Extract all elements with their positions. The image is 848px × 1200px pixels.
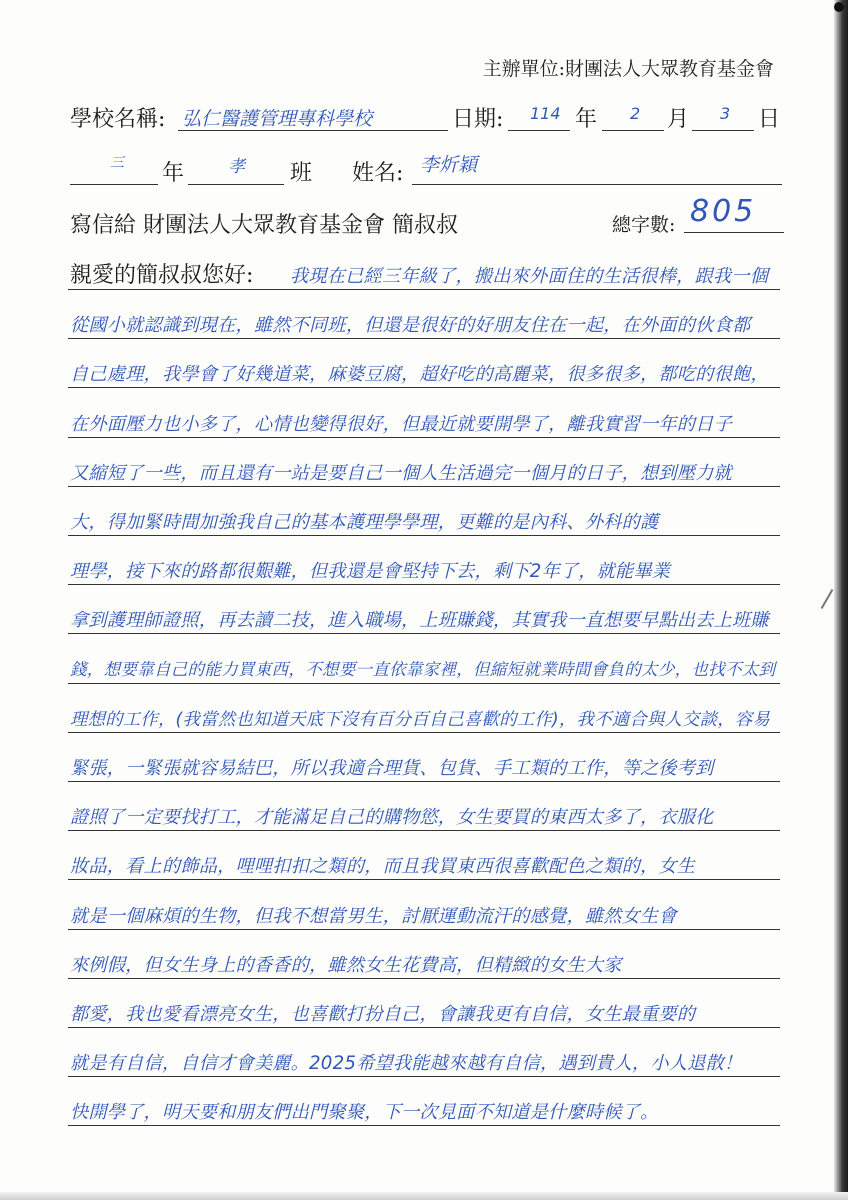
ruled-line [68, 1076, 780, 1077]
letter-line: 理學，接下來的路都很艱難，但我還是會堅持下去，剩下2年了，就能畢業 [70, 561, 671, 583]
letter-line: 來例假，但女生身上的香香的，雖然女生花費高，但精緻的女生大家 [70, 954, 622, 976]
letter-line: 妝品，看上的飾品，哩哩扣扣之類的，而且我買東西很喜歡配色之類的，女生 [70, 856, 696, 878]
page-bottom-edge [0, 1192, 848, 1200]
letter-line: 自己處理，我學會了好幾道菜，麻婆豆腐，超好吃的高麗菜，很多很多，都吃的很飽， [70, 364, 769, 386]
letter-line: 證照了一定要找打工，才能滿足自己的購物慾，女生要買的東西太多了，衣服化 [70, 807, 714, 829]
letter-line: 大，得加緊時間加強我自己的基本護理學學理，更難的是內科、外科的護 [70, 512, 659, 533]
name-value: 李炘穎 [420, 154, 478, 176]
letter-line: 就是有自信，自信才會美麗。2025希望我能越來越有自信，遇到貴人，小人退散！ [70, 1053, 743, 1075]
day-value: 3 [720, 104, 731, 123]
letter-line: 都愛，我也愛看漂亮女生，也喜歡打扮自己，會讓我更有自信，女生最重要的 [70, 1004, 696, 1025]
word-count-label: 總字數: [612, 214, 676, 236]
organizer-heading: 主辦單位:財團法人大眾教育基金會 [482, 58, 774, 80]
letter-line: 拿到護理師證照，再去讀二技，進入職場，上班賺錢，其實我一直想要早點出去上班賺 [70, 610, 769, 632]
letter-line: 就是一個麻煩的生物，但我不想當男生，討厭運動流汗的感覺，雖然女生會 [70, 905, 677, 927]
name-label: 姓名: [352, 161, 404, 186]
class-value: 孝 [228, 157, 245, 177]
month-unit: 月 [667, 107, 690, 132]
letter-line: 快開學了，明天要和朋友們出門聚聚，下一次見面不知道是什麼時候了。 [70, 1102, 659, 1124]
ruled-line [68, 781, 780, 782]
letter-line: 錢，想要靠自己的能力買東西，不想要一直依靠家裡，但縮短就業時間會負的太少，也找不太到 [70, 659, 776, 679]
school-label: 學校名稱: [70, 107, 166, 132]
class-unit: 班 [290, 161, 313, 186]
letter-line: 理想的工作，(我當然也知道天底下沒有百分百自己喜歡的工作)，我不適合與人交談，容易 [70, 709, 771, 730]
ruled-line [68, 387, 780, 388]
ruled-line [68, 486, 780, 487]
year-unit: 年 [575, 107, 598, 132]
ruled-line [68, 1125, 780, 1126]
grade-value: 三 [110, 155, 124, 171]
day-unit: 日 [758, 107, 781, 132]
year-value: 114 [530, 104, 561, 123]
date-label: 日期: [452, 107, 504, 132]
binder-edge [834, 0, 848, 1200]
ruled-line [68, 732, 780, 733]
ruled-line [68, 1027, 780, 1028]
letter-line: 又縮短了一些，而且還有一站是要自己一個人生活過完一個月的日子，想到壓力就 [70, 462, 732, 484]
ruled-line [68, 338, 780, 339]
ruled-line [68, 830, 780, 831]
month-value: 2 [630, 104, 641, 123]
ruled-line [68, 683, 780, 684]
letter-line: 緊張，一緊張就容易結巴，所以我適合理貨、包貨、手工類的工作，等之後考到 [70, 758, 714, 779]
ruled-line [68, 535, 780, 536]
ruled-line [68, 584, 780, 585]
letter-line: 從國小就認識到現在，雖然不同班，但還是很好的好朋友住在一起，在外面的伙食都 [70, 315, 751, 337]
ruled-line [68, 437, 780, 438]
letter-line: 在外面壓力也小多了，心情也變得很好，但最近就要開學了，離我實習一年的日子 [70, 413, 732, 435]
ruled-line [68, 929, 780, 930]
salutation: 親愛的簡叔叔您好: [70, 263, 254, 288]
letter-addressee: 寫信給 財團法人大眾教育基金會 簡叔叔 [70, 213, 458, 238]
school-value: 弘仁醫護管理專科學校 [182, 108, 373, 130]
ruled-line [68, 633, 780, 634]
letter-line: 我現在已經三年級了，搬出來外面住的生活很棒，跟我一個 [290, 266, 769, 287]
binder-hole [834, 2, 844, 12]
ruled-line [68, 879, 780, 880]
ruled-line [68, 289, 780, 290]
word-count-value: 805 [690, 194, 757, 229]
grade-unit: 年 [162, 161, 185, 186]
ruled-line [68, 978, 780, 979]
